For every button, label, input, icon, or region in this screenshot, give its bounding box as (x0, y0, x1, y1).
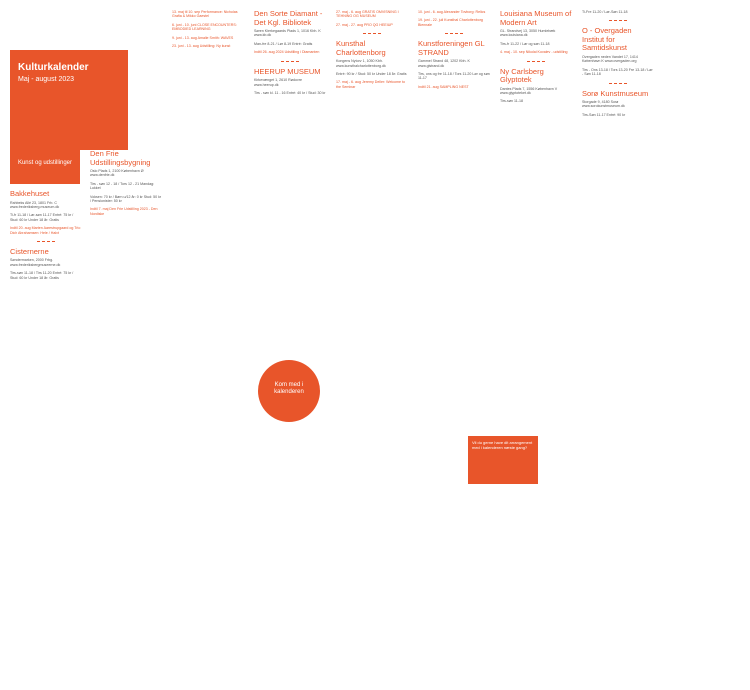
venue-heading: Den Frie Udstillingsbygning (90, 150, 151, 167)
entry-text: Tirs, ons og fre 11-18 / Tors 11-20 Lør og søn 11-17 (418, 72, 490, 81)
entry (172, 10, 244, 19)
entry (418, 85, 490, 89)
entry-text: Overgaden neden Vandet 17, 1414 København K www.overgaden.org (582, 54, 638, 64)
entry-text: 23. juni - 13. aug Udstilling: Ny kunst (172, 44, 231, 49)
entry-text: Indtil 21. aug SAMPLING NEST (418, 84, 469, 89)
entry-text: 27. maj - 27. aug PRO QG HEEIUP (336, 22, 393, 27)
entry (500, 50, 572, 54)
entry-text: Ti-Fre 11-20 / Lør-Søn 11-18 (582, 10, 628, 14)
entry-text: Tirs-Søn 11-17 Entré: 90 kr (582, 112, 626, 117)
column-8 (582, 10, 654, 510)
venue-heading: Ny Carlsberg Glyptotek (500, 66, 544, 85)
entry-text: 19. juni - 22. juli Kunsthal Charlottenborg Biennale (418, 18, 483, 27)
entry (418, 40, 490, 68)
entry (418, 10, 490, 14)
entry-text: Oslo Plads 1, 2100 København Ø www.denfrie.dk (90, 169, 144, 178)
entry-text: 6. juni - 10. juni CLOSE ENCOUNTERS: EMBODIED LEARNING (172, 22, 237, 32)
venue-heading: O - Overgaden Institut for Samtidskunst (582, 26, 632, 53)
entry (500, 99, 572, 103)
divider (281, 61, 299, 62)
divider (609, 20, 627, 21)
entry-text: Tirs-fr 11-22 / Lør og søn 11-18 (500, 41, 550, 46)
submit-event-text: Vil du gerne have dit arrangement med i kalenderen næste gang? (472, 440, 533, 450)
divider (609, 83, 627, 84)
entry-text: 4. maj - 10. sep Nikolai Kovalev - udstilling (500, 50, 568, 55)
entry-text: Tirs - Ons 13-18 / Tors 13-20 Fre 13-18 / Lør - Søn 11-18 (582, 67, 653, 77)
entry-text: Tirs - søn kl. 11 - 16 Entré: 40 kr / Stud: 30 kr (254, 90, 326, 95)
venue-heading: Louisiana Museum of Modern Art (500, 10, 572, 27)
entry-text: 10. juni - 6. aug Alexander Tovborg: Relics (418, 10, 486, 14)
entry-text: 17. maj - 6. aug Jeremy Deller: Welcome to the Seminar (336, 80, 406, 89)
entry (90, 195, 162, 204)
entry-text: Gammel Strand 48, 1202 Kbh. K www.glstrand.dk (418, 59, 470, 68)
column-4 (254, 10, 326, 510)
entry-text: Voksen: 70 kr / Børn u/12 år: 0 kr Stud: 50 kr / Pensionister: 50 kr (90, 194, 162, 204)
entry-text: Ti-fr 11-18 / Lør-søn 11-17 Entré: 75 kr / Stud: 60 kr Under 18 år: Gratis (10, 213, 74, 222)
entry-text: Tirs-søn 11-18 / Tirs 11-20 Entré: 75 kr / Stud: 60 kr Under 18 år: Gratis (10, 271, 74, 280)
entry (254, 91, 326, 95)
entry-text: Entré: 90 kr / Stud: 50 kr Under 18 år: Gratis (336, 72, 407, 77)
column-2 (90, 150, 162, 650)
entry-text: Rahbeks Allé 23, 1801 Frb. C www.frederiksberg.museum.dk (10, 200, 60, 209)
entry-text: Indtil 7. maj Den Frie Udstilling 2023 - Den Nordiske (90, 207, 158, 216)
divider (37, 241, 55, 242)
entry-text: Storgade 9, 4180 Sorø www.sorokunstmuseum.dk (582, 100, 625, 109)
column-5 (336, 10, 408, 510)
entry-text: 9. juni - 13. aug Amalie Smith: WAVES (172, 35, 234, 40)
column-3 (172, 10, 244, 510)
entry-text: Kirkevænget 1, 2610 Rødovre www.heerup.dk (254, 78, 302, 87)
venue-heading: Cisternerne (10, 246, 49, 256)
entry (254, 68, 326, 87)
entry (10, 271, 82, 280)
divider (363, 33, 381, 34)
entry (10, 248, 82, 267)
entry (582, 68, 654, 77)
entry (500, 10, 572, 38)
venue-heading: Sorø Kunstmuseum (582, 88, 649, 98)
venue-heading: Den Sorte Diamant - Det Kgl. Bibliotek (254, 10, 323, 27)
entry-text: Søren Kierkegaards Plads 1, 1016 Kbh. K www.kb.dk (254, 29, 321, 38)
entry (172, 44, 244, 48)
entry-text: 27. maj - 6. aug GRATIS OMVISNING I TEHNING OG MUSEUM (336, 10, 399, 19)
entry (336, 10, 408, 19)
entry-text: Man-fre 8-21 / Lør 8-19 Entré: Gratis (254, 41, 313, 46)
entry (582, 113, 654, 117)
entry (254, 10, 326, 38)
column-1 (10, 190, 82, 690)
venue-heading: HEERUP MUSEUM (254, 66, 321, 76)
entry (254, 42, 326, 46)
entry (418, 18, 490, 27)
entry (336, 72, 408, 76)
entry (90, 207, 162, 216)
join-calendar-label: Kom med i kalenderen (274, 382, 304, 395)
entry-text: Søndermarken, 2000 Frbg. www.frederiksbergmuseerne.dk (10, 258, 61, 267)
entry (90, 150, 162, 178)
column-6 (418, 10, 490, 510)
entry (336, 80, 408, 89)
venue-heading: Kunsthal Charlottenborg (336, 39, 386, 57)
entry-text: Tirs-søn 11-18 (500, 99, 523, 104)
entry (10, 213, 82, 222)
entry (254, 50, 326, 54)
entry (90, 182, 162, 191)
entry-text: Dantes Plads 7, 1556 København V www.glyptoteket.dk (500, 86, 558, 96)
entry (336, 40, 408, 68)
entry (10, 226, 82, 235)
calendar-subtitle: Maj - august 2023 (18, 76, 75, 83)
venue-heading: Bakkehuset (10, 190, 50, 198)
section-tab-label: Kunst og udstillinger (17, 160, 73, 166)
entry-text: Indtil 26. aug 2024 Udstilling i Diamanten (254, 50, 320, 55)
entry (172, 23, 244, 32)
entry (418, 72, 490, 81)
calendar-title: Kulturkalender (18, 62, 89, 73)
entry (582, 10, 654, 14)
submit-event-box (468, 436, 538, 484)
entry-text: Indtil 20. aug Marten Aarestrupgaard og Trio Dich Abrahamsen: Hele / Halvt (10, 226, 81, 235)
divider (445, 33, 463, 34)
entry (500, 68, 572, 96)
entry (500, 42, 572, 46)
entry-text: Tirs - søn 12 - 18 / Tors 12 - 21 Mandag: Lukket (90, 181, 155, 191)
title-block (10, 50, 128, 150)
entry-text: Kongens Nytorv 1, 1050 Kbh. www.kunsthalcharlottenborg.dk (336, 59, 386, 68)
venue-heading: Kunstforeningen GL STRAND (418, 39, 485, 57)
entry (336, 23, 408, 27)
entry (10, 190, 82, 209)
section-tab (10, 150, 80, 184)
entry-text: 13. maj til 10. sep Performance: Nicholas Grafia & Mikko Gaestel (172, 10, 238, 19)
entry-text: GL. Strandvej 13, 3050 Humlebæk www.louisiana.dk (500, 29, 556, 38)
join-calendar-badge[interactable] (258, 360, 320, 422)
entry (582, 90, 654, 109)
column-7 (500, 10, 572, 510)
divider (527, 61, 545, 62)
entry (172, 36, 244, 40)
entry (582, 27, 654, 63)
